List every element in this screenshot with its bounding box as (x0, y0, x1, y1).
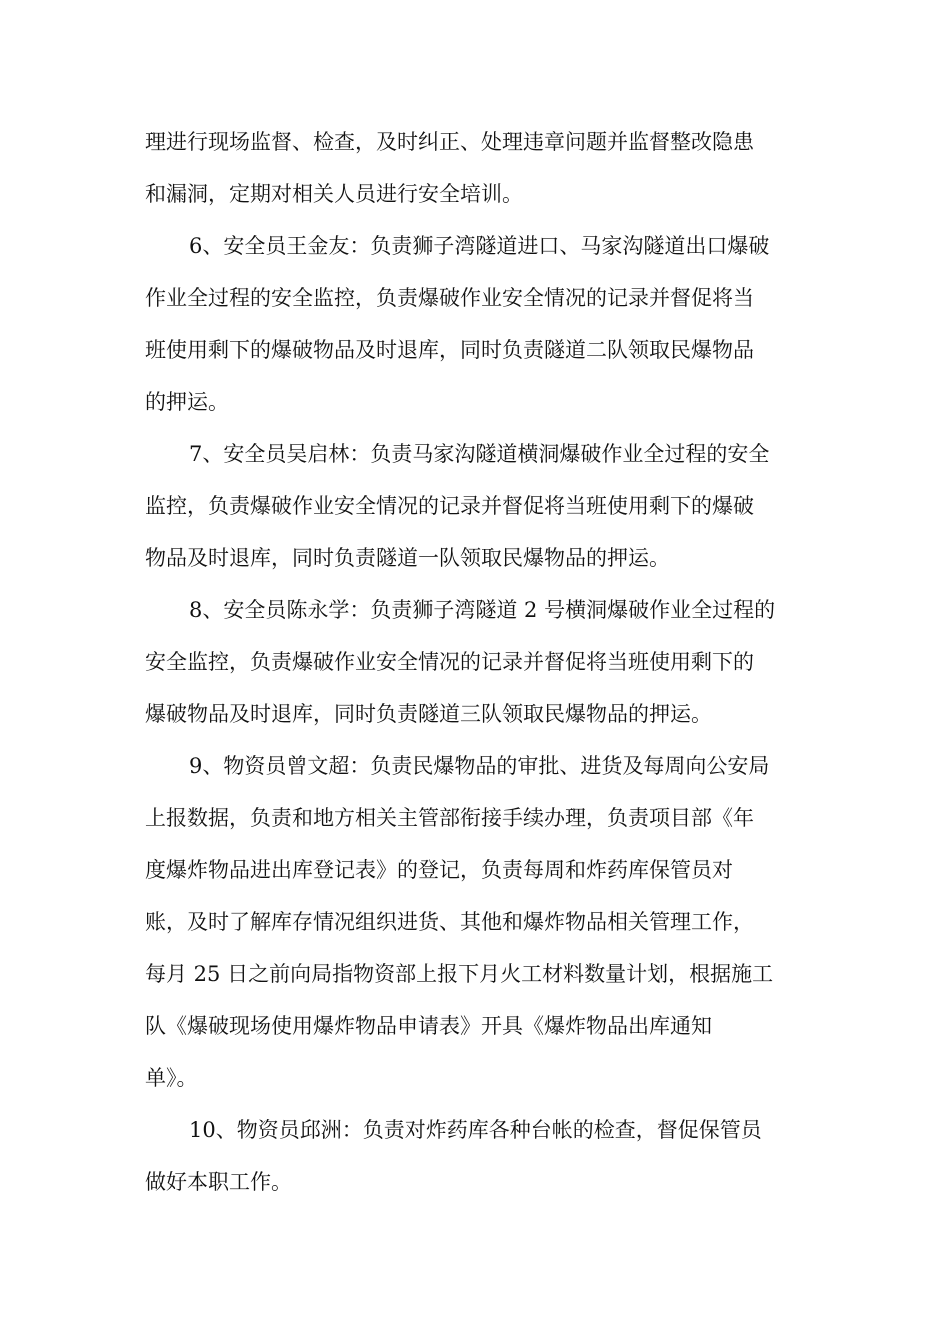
paragraph-continuation (145, 116, 805, 220)
paragraph-item-8 (145, 584, 805, 740)
paragraph-item-10 (145, 1104, 805, 1208)
text-line: 7、安全员吴启林：负责马家沟隧道横洞爆破作业全过程的安全 (189, 442, 770, 466)
text-line: 6、安全员王金友：负责狮子湾隧道进口、马家沟隧道出口爆破 (189, 234, 770, 258)
text-line: 作业全过程的安全监控，负责爆破作业安全情况的记录并督促将当 (145, 286, 754, 310)
paragraph-item-9 (145, 740, 805, 1104)
text-line: 8、安全员陈永学：负责狮子湾隧道 2 号横洞爆破作业全过程的 (189, 598, 776, 622)
text-line: 度爆炸物品进出库登记表》的登记，负责每周和炸药库保管员对 (145, 858, 733, 882)
text-line: 队《爆破现场使用爆炸物品申请表》开具《爆炸物品出库通知 (145, 1014, 712, 1038)
paragraph-item-6 (145, 220, 805, 428)
text-line: 爆破物品及时退库，同时负责隧道三队领取民爆物品的押运。 (145, 702, 712, 726)
text-line: 和漏洞，定期对相关人员进行安全培训。 (145, 182, 523, 206)
text-line: 监控，负责爆破作业安全情况的记录并督促将当班使用剩下的爆破 (145, 494, 754, 518)
text-line: 9、物资员曾文超：负责民爆物品的审批、进货及每周向公安局 (189, 754, 770, 778)
text-line: 每月 25 日之前向局指物资部上报下月火工材料数量计划，根据施工 (145, 962, 774, 986)
document-body (145, 116, 805, 1208)
text-line: 班使用剩下的爆破物品及时退库，同时负责隧道二队领取民爆物品 (145, 338, 754, 362)
text-line: 10、物资员邱洲：负责对炸药库各种台帐的检查，督促保管员 (189, 1118, 762, 1142)
text-line: 理进行现场监督、检查，及时纠正、处理违章问题并监督整改隐患 (145, 130, 754, 154)
text-line: 物品及时退库，同时负责隧道一队领取民爆物品的押运。 (145, 546, 670, 570)
text-line: 单》。 (145, 1066, 198, 1090)
text-line: 上报数据，负责和地方相关主管部衔接手续办理，负责项目部《年 (145, 806, 754, 830)
text-line: 的押运。 (145, 390, 229, 414)
text-line: 账，及时了解库存情况组织进货、其他和爆炸物品相关管理工作， (145, 910, 754, 934)
text-line: 做好本职工作。 (145, 1170, 292, 1194)
paragraph-item-7 (145, 428, 805, 584)
text-line: 安全监控，负责爆破作业安全情况的记录并督促将当班使用剩下的 (145, 650, 754, 674)
